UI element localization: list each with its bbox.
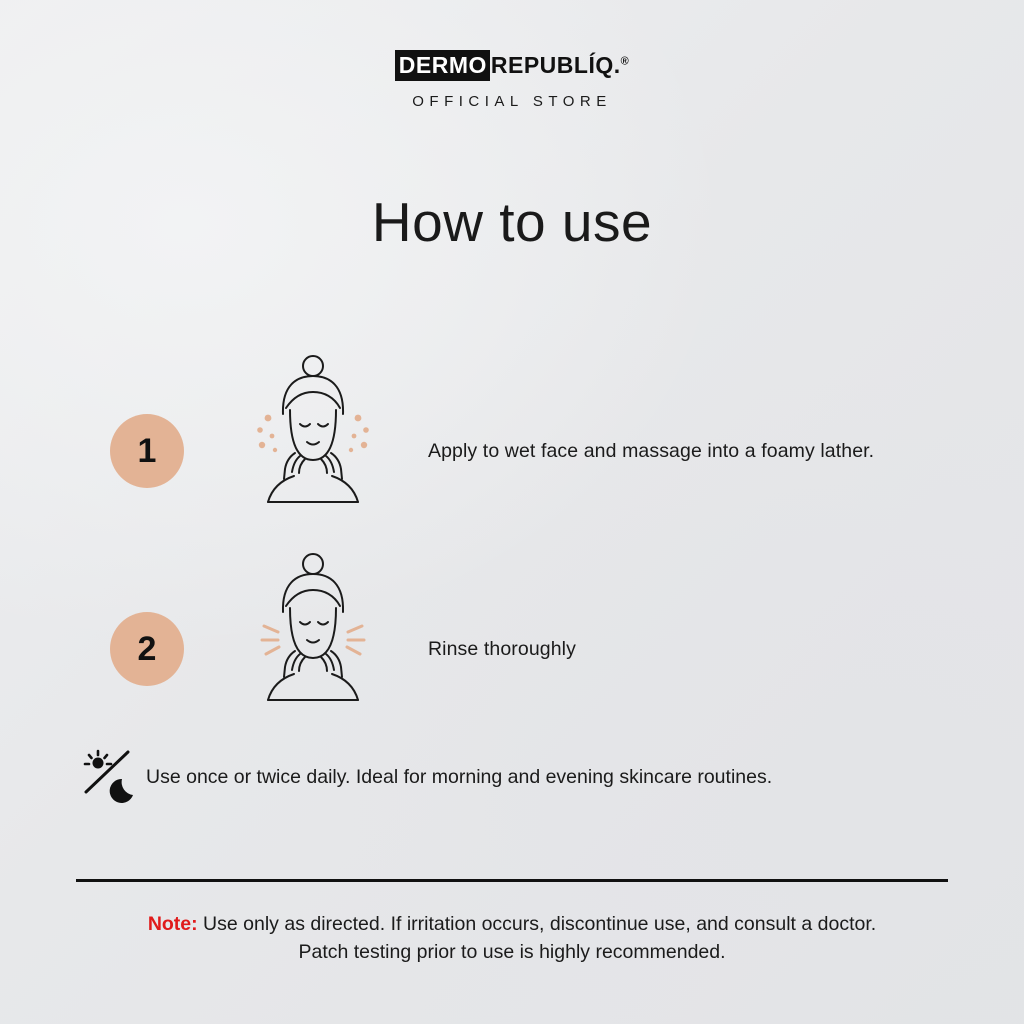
footer-note xyxy=(50,910,974,966)
step-description: Rinse thoroughly xyxy=(428,637,576,660)
brand-logo xyxy=(395,52,629,79)
frequency-note xyxy=(78,746,964,808)
frequency-text: Use once or twice daily. Ideal for morning and evening skincare routines. xyxy=(146,765,773,788)
step-number-badge: 1 xyxy=(110,414,184,488)
note-line-1: Use only as directed. If irritation occurs, discontinue use, and consult a doctor. xyxy=(197,913,877,935)
note-label: Note: xyxy=(147,913,198,935)
face-rinsing-icon xyxy=(238,550,388,730)
step-item xyxy=(0,550,1024,748)
step-description: Apply to wet face and massage into a foamy lather. xyxy=(428,439,875,462)
registered-trademark-icon: ® xyxy=(620,55,630,68)
steps-list xyxy=(0,352,1024,748)
note-line-2: Patch testing prior to use is highly recommended. xyxy=(298,941,726,963)
face-washing-icon xyxy=(238,352,388,532)
step-item xyxy=(0,352,1024,550)
page-title: How to use xyxy=(371,191,653,253)
brand-header xyxy=(0,52,1024,110)
divider xyxy=(76,879,948,882)
brand-logo-highlight: DERMO xyxy=(395,50,490,81)
step-number-badge: 2 xyxy=(110,612,184,686)
sun-moon-icon xyxy=(78,746,140,808)
brand-logo-rest: REPUBLÍQ. xyxy=(490,52,621,78)
brand-subtitle: OFFICIAL STORE xyxy=(412,93,612,110)
